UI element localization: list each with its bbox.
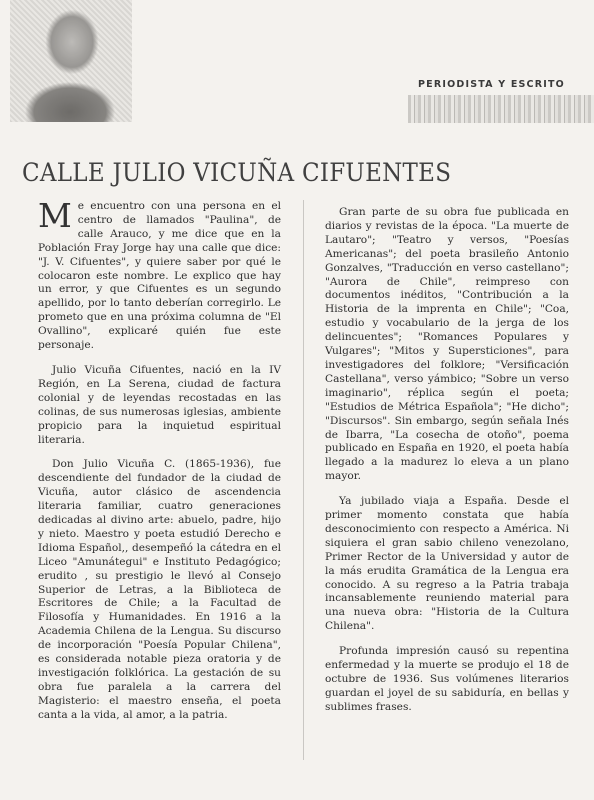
column-divider [303, 200, 304, 760]
article-column-right [325, 206, 569, 726]
byline-scan [408, 95, 594, 123]
drop-cap: M [38, 196, 72, 235]
paragraph-works: Gran parte de su obra fue publicada en diarios y revistas de la época. "La muerte de Lautaro"; "Teatro y versos, "Poesías Americanas"; del poeta brasileño Antonio Gonzalves, "Traducción en verso castellano"; "Aurora de Chile", reimpreso con documentos inéditos, "Contribución a la Historia de la imprenta en Chile"; "Coa, estudio y vocabulario de la jerga de los delincuentes"; "Romances Populares y Vulgares"; "Mitos y Supersticiones", para investigadores del folklore; "Versificación Castellana", verso yámbico; "Sobre un verso imaginario", réplica según el poeta; "Estudios de Métrica Española"; "He dicho"; "Discursos". Sin embargo, según señala Inés de Ibarra, "La cosecha de otoño", poema publicado en España en 1920, el poeta había llegado a la madurez lo eleva a un plano mayor. [325, 206, 569, 483]
author-photo [10, 0, 132, 122]
paragraph-intro [38, 196, 281, 353]
article-title: CALLE JULIO VICUÑA CIFUENTES [22, 158, 452, 187]
paragraph-birthplace: Julio Vicuña Cifuentes, nació en la IV Región, en La Serena, ciudad de factura colonial y de leyendas recostadas en las colinas, de sus numerosas iglesias, ambiente propicio para la inquietud espiritual literaria. [38, 363, 281, 446]
paragraph-biography: Don Julio Vicuña C. (1865-1936), fue descendiente del fundador de la ciudad de Vicuña, autor clásico de ascendencia literaria familiar, cuatro generaciones dedicadas al divino arte: abuelo, padre, hijo y nieto. Maestro y poeta estudió Derecho e Idioma Español,, desempeñó la cátedra en el Liceo "Amunátegui" e Instituto Pedagógico; erudito , su prestigio le llevó al Consejo Superior de Letras, a la Biblioteca de Escritores de Chile; a la Facultad de Filosofía y Humanidades. En 1916 a la Academia Chilena de la Lengua. Su discurso de incorporación "Poesía Popular Chilena", es considerada notable pieza oratoria y de investigación folklórica. La gestación de su obra fue paralela a la carrera del Magisterio: el maestro enseña, el poeta canta a la vida, al amor, a la patria. [38, 458, 281, 721]
section-kicker: PERIODISTA Y ESCRITO [418, 79, 565, 90]
paragraph-intro-text: e encuentro con una persona en el centro de llamados "Paulina", de calle Arauco, y me dice que en la Población Fray Jorge hay una calle que dice: "J. V. Cifuentes", y quiere saber por qué le colocaron este nombre. Le explico que hay un error, y que Cifuentes es un segundo apellido, por lo tanto deberían corregirlo. Le prometo que en una próxima columna de "El Ovallino", explicaré quién fue este personaje. [38, 200, 281, 352]
paragraph-death: Profunda impresión causó su repentina enfermedad y la muerte se produjo el 18 de octubre de 1936. Sus volúmenes literarios guardan el joyel de su sabiduría, en bellas y sublimes frases. [325, 645, 569, 713]
article-column-left [38, 196, 281, 734]
paragraph-spain: Ya jubilado viaja a España. Desde el primer momento constata que había desconocimiento con respecto a América. Ni siquiera el gran sabio chileno venezolano, Primer Rector de la Universidad y autor de la más erudita Gramática de la Lengua era conocido. A su regreso a la Patria trabaja incansablemente reuniendo material para una nueva obra: "Historia de la Cultura Chilena". [325, 495, 569, 633]
